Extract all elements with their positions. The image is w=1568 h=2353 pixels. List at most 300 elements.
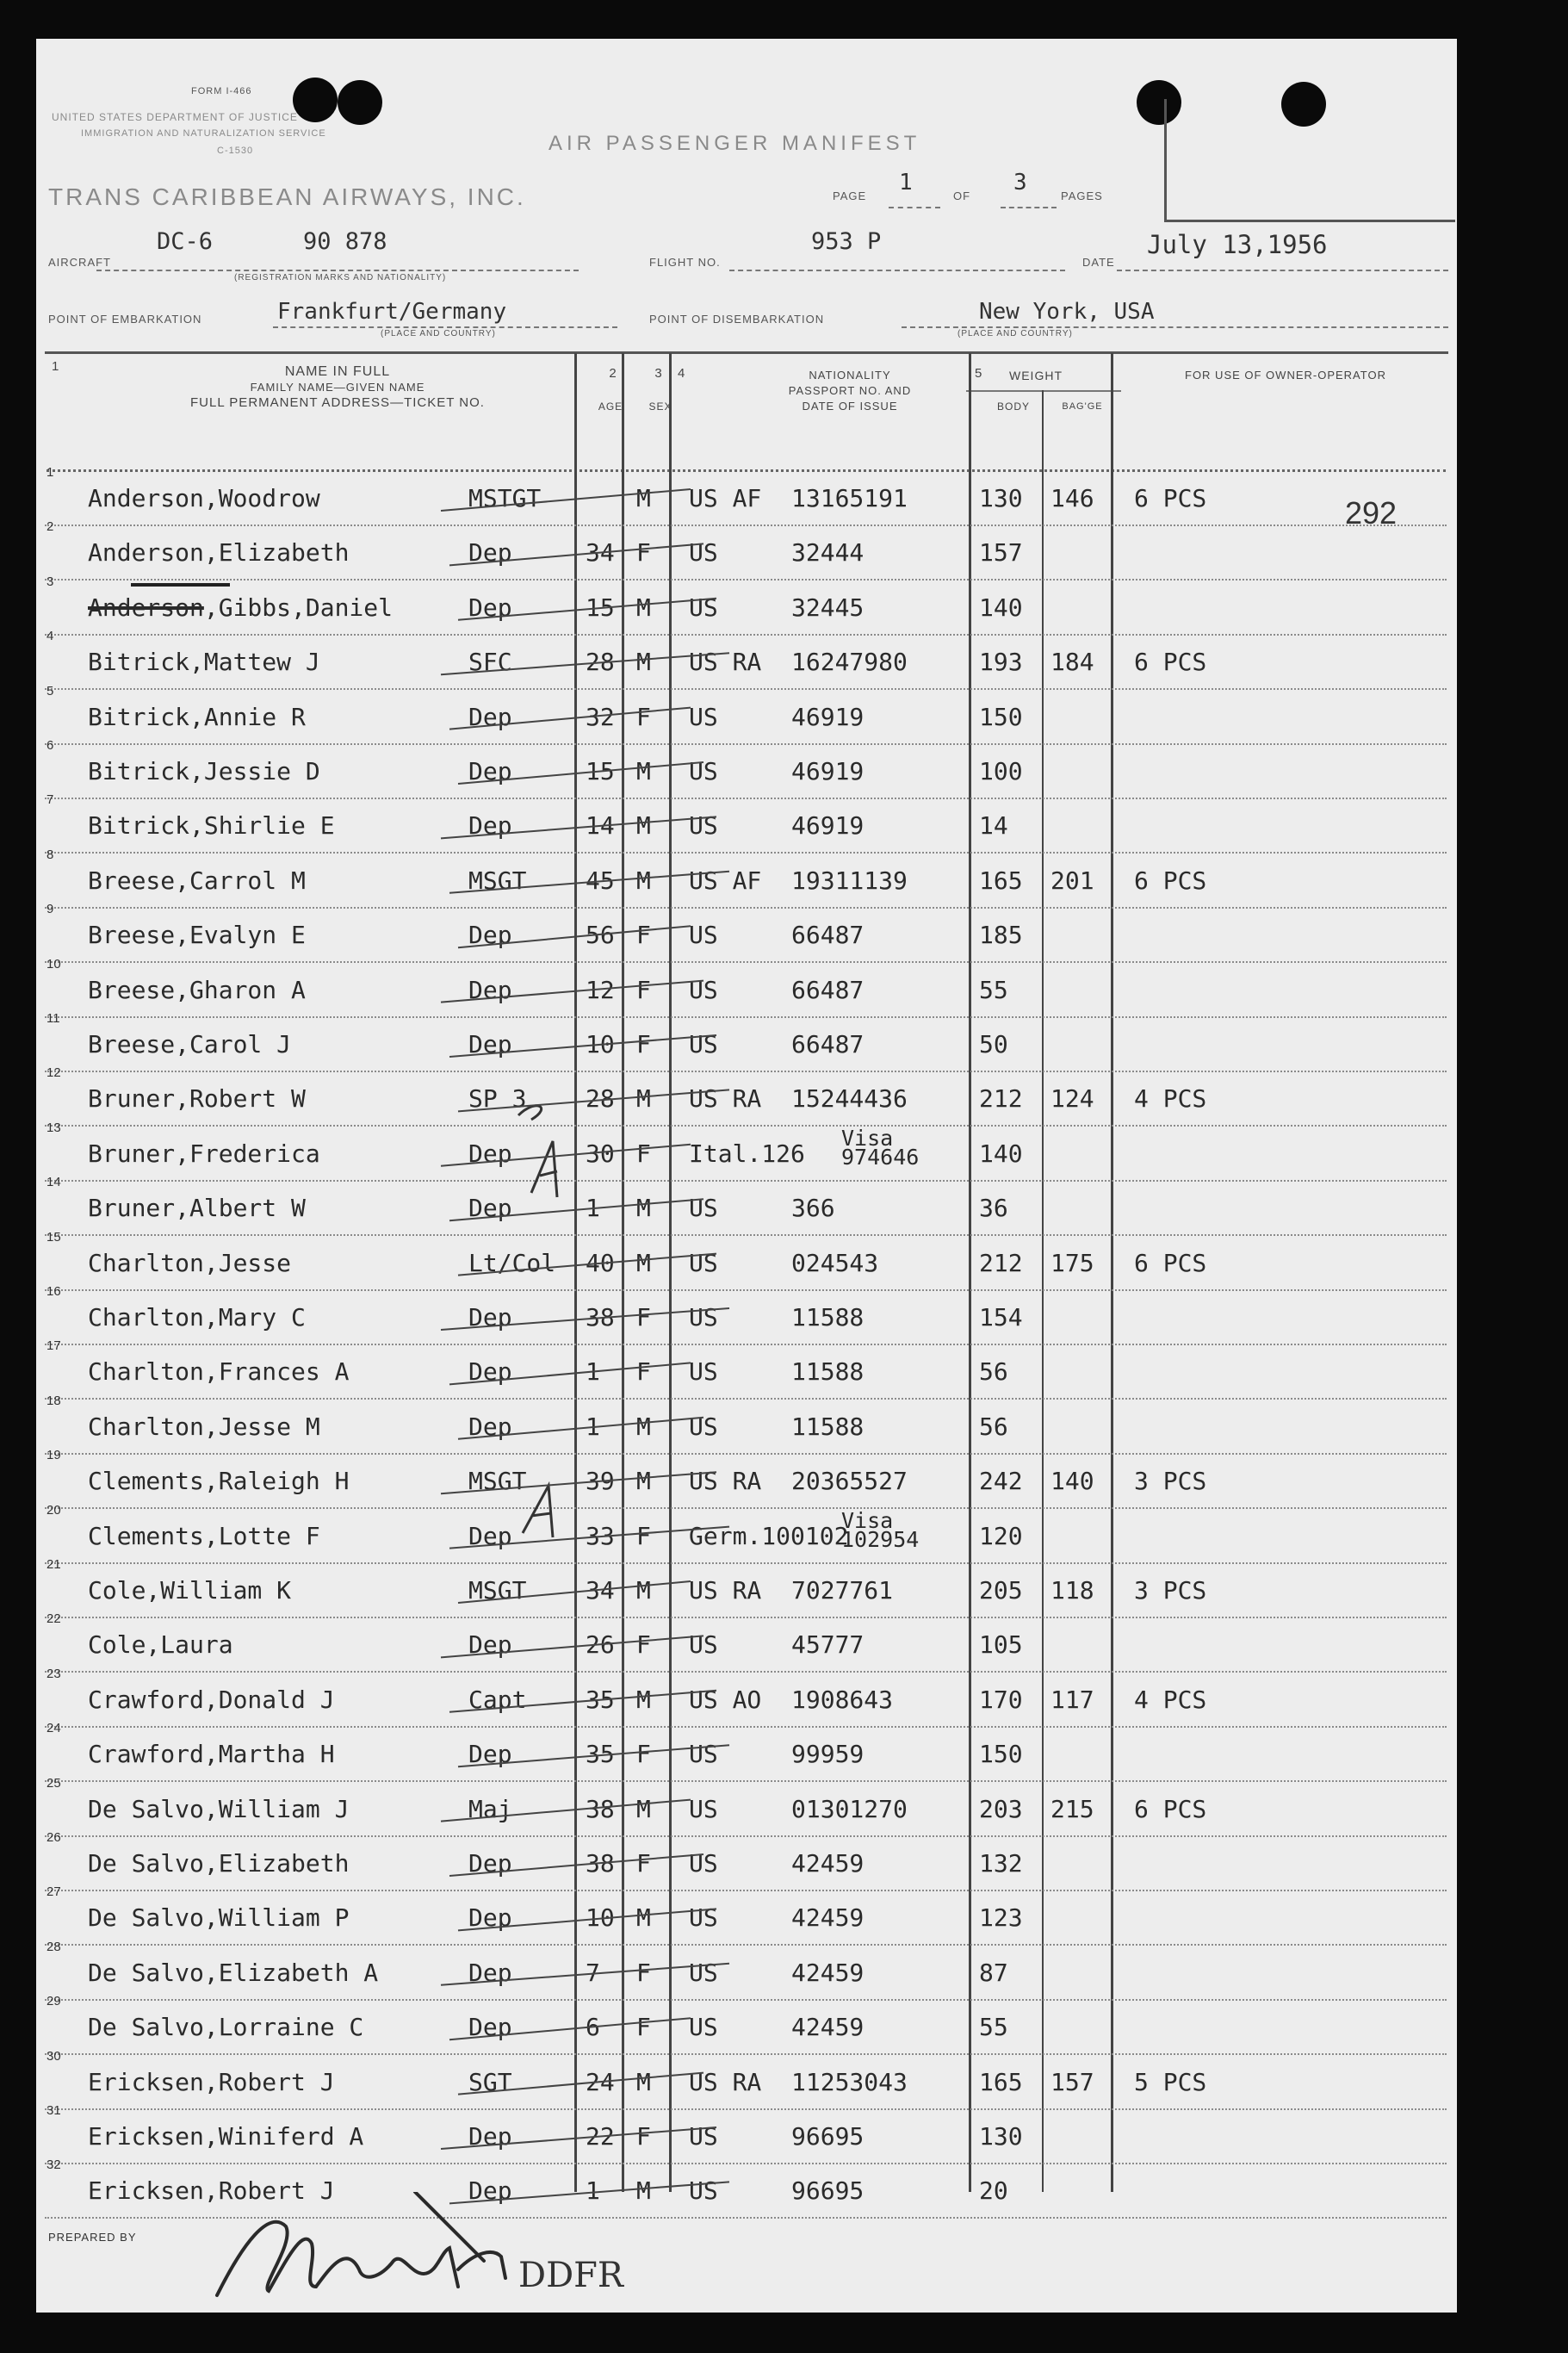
cell-sex: F bbox=[636, 1521, 651, 1550]
cell-rank: SFC bbox=[468, 648, 512, 677]
cell-name: Clements,Raleigh H bbox=[88, 1467, 350, 1496]
check-mark bbox=[458, 1254, 716, 1276]
check-mark bbox=[449, 2018, 691, 2039]
cell-passport: 32444 bbox=[791, 538, 865, 568]
cell-sex: M bbox=[636, 593, 651, 622]
cell-name: Cole,Laura bbox=[88, 1630, 233, 1660]
cell-nat: US AO bbox=[689, 1685, 762, 1714]
row-number: 27 bbox=[46, 1884, 61, 1900]
airline-name: TRANS CARIBBEAN AIRWAYS, INC. bbox=[48, 183, 526, 210]
cell-pcs: 3 PCS bbox=[1134, 1576, 1207, 1605]
cell-age: 38 bbox=[586, 1849, 615, 1878]
cell-age: 15 bbox=[586, 757, 615, 785]
row-number: 1 bbox=[46, 465, 54, 480]
cell-name: Ericksen,Robert J bbox=[88, 2176, 335, 2206]
cell-age: 10 bbox=[586, 1903, 615, 1933]
row-number: 7 bbox=[46, 792, 54, 808]
check-mark bbox=[449, 1527, 729, 1549]
check-mark bbox=[441, 489, 691, 511]
cell-body: 56 bbox=[979, 1357, 1008, 1387]
cell-passport: 024543 bbox=[791, 1248, 879, 1277]
hand-annotations bbox=[36, 39, 1457, 2313]
cell-pcs: 4 PCS bbox=[1134, 1685, 1207, 1714]
cell-nat: US bbox=[689, 1903, 718, 1933]
cell-passport: 66487 bbox=[791, 921, 865, 950]
page-total: 3 bbox=[1013, 170, 1027, 196]
cell-name: Anderson,Gibbs,Daniel bbox=[88, 593, 394, 622]
cell-sex: M bbox=[636, 1685, 651, 1714]
cell-body: 205 bbox=[979, 1576, 1023, 1605]
cell-pcs: 5 PCS bbox=[1134, 2067, 1207, 2096]
cell-name: Anderson,Elizabeth bbox=[88, 538, 350, 568]
col5-bags-header: BAG'GE bbox=[1062, 401, 1103, 412]
cell-nat: US AF bbox=[689, 866, 762, 895]
check-mark bbox=[441, 653, 729, 674]
of-label: OF bbox=[953, 189, 971, 202]
col2-number: 2 bbox=[609, 366, 617, 381]
cell-name: De Salvo,Elizabeth A bbox=[88, 1958, 379, 1987]
cell-body: 50 bbox=[979, 1030, 1008, 1059]
check-mark bbox=[449, 708, 691, 729]
cell-nat: US bbox=[689, 975, 718, 1004]
cell-nat: US bbox=[689, 593, 718, 622]
cell-name: Crawford,Donald J bbox=[88, 1685, 335, 1714]
check-mark bbox=[458, 1581, 691, 1603]
cell-bags: 201 bbox=[1050, 866, 1094, 895]
cell-passport: 42459 bbox=[791, 1903, 865, 1933]
cell-sex: M bbox=[636, 866, 651, 895]
cell-sex: M bbox=[636, 1084, 651, 1114]
cell-sex: M bbox=[636, 1903, 651, 1933]
cell-pcs: 6 PCS bbox=[1134, 1794, 1207, 1823]
cell-body: 55 bbox=[979, 975, 1008, 1004]
agency-line3: C-1530 bbox=[217, 146, 254, 156]
cell-passport: 45777 bbox=[791, 1630, 865, 1660]
cell-rank: Dep bbox=[468, 593, 512, 622]
cell-passport: 46919 bbox=[791, 757, 865, 785]
cell-name: Bitrick,Jessie D bbox=[88, 757, 320, 785]
cell-rank: Dep bbox=[468, 811, 512, 841]
form-number: FORM I-466 bbox=[191, 86, 252, 96]
cell-rank: MSGT bbox=[468, 866, 527, 895]
row-number: 13 bbox=[46, 1120, 61, 1135]
cell-body: 203 bbox=[979, 1794, 1023, 1823]
cell-body: 140 bbox=[979, 1139, 1023, 1168]
cell-nat: US bbox=[689, 1849, 718, 1878]
cell-body: 130 bbox=[979, 2122, 1023, 2151]
cell-pcs: 3 PCS bbox=[1134, 1467, 1207, 1496]
cell-age: 26 bbox=[586, 1630, 615, 1660]
row-number: 12 bbox=[46, 1065, 61, 1081]
cell-body: 165 bbox=[979, 2067, 1023, 2096]
cell-pcs: 6 PCS bbox=[1134, 866, 1207, 895]
cell-age: 24 bbox=[586, 2067, 615, 2096]
cell-bags: 215 bbox=[1050, 1794, 1094, 1823]
cell-sex: F bbox=[636, 975, 651, 1004]
cell-name: Bitrick,Shirlie E bbox=[88, 811, 335, 841]
cell-rank: Lt/Col bbox=[468, 1248, 556, 1277]
cell-age: 10 bbox=[586, 1030, 615, 1059]
row-number: 26 bbox=[46, 1830, 61, 1845]
cell-rank: Dep bbox=[468, 1030, 512, 1059]
registration-note: (REGISTRATION MARKS AND NATIONALITY) bbox=[234, 273, 447, 282]
cell-passport: 19311139 bbox=[791, 866, 908, 895]
row-number: 29 bbox=[46, 1994, 61, 2009]
cell-age: 30 bbox=[586, 1139, 615, 1168]
cell-nat: US bbox=[689, 702, 718, 731]
cell-passport: 1908643 bbox=[791, 1685, 894, 1714]
cell-name: De Salvo,Lorraine C bbox=[88, 2013, 364, 2042]
check-mark bbox=[449, 1199, 703, 1220]
cell-body: 123 bbox=[979, 1903, 1023, 1933]
cell-passport: 32445 bbox=[791, 593, 865, 622]
cell-passport: 46919 bbox=[791, 811, 865, 841]
cell-passport: 11588 bbox=[791, 1303, 865, 1332]
row-number: 18 bbox=[46, 1393, 61, 1408]
cell-sex: F bbox=[636, 1139, 651, 1168]
cell-rank: Dep bbox=[468, 1521, 512, 1550]
check-mark bbox=[458, 1090, 729, 1111]
row-number: 30 bbox=[46, 2048, 61, 2064]
row-number: 6 bbox=[46, 738, 54, 753]
cell-rank: MSTGT bbox=[468, 484, 542, 512]
cell-age: 40 bbox=[586, 1248, 615, 1277]
row-number: 24 bbox=[46, 1721, 61, 1736]
cell-sex: M bbox=[636, 2176, 651, 2206]
cell-rank: Dep bbox=[468, 1139, 512, 1168]
cell-name: Charlton,Mary C bbox=[88, 1303, 306, 1332]
cell-body: 105 bbox=[979, 1630, 1023, 1660]
cell-passport: 01301270 bbox=[791, 1794, 908, 1823]
cell-age: 34 bbox=[586, 1576, 615, 1605]
prepared-by-label: PREPARED BY bbox=[48, 2231, 137, 2244]
cell-bags: 124 bbox=[1050, 1084, 1094, 1114]
cell-name: Ericksen,Robert J bbox=[88, 2067, 335, 2096]
check-mark bbox=[441, 1964, 729, 1985]
check-mark bbox=[449, 1035, 716, 1057]
row-number: 20 bbox=[46, 1502, 61, 1518]
cell-name: De Salvo,William J bbox=[88, 1794, 350, 1823]
check-mark bbox=[458, 926, 691, 947]
row-number: 25 bbox=[46, 1775, 61, 1791]
cell-nat: US RA bbox=[689, 1576, 762, 1605]
cell-sex: M bbox=[636, 648, 651, 677]
cell-nat: US bbox=[689, 1248, 718, 1277]
cell-age: 33 bbox=[586, 1521, 615, 1550]
cell-nat: US RA bbox=[689, 2067, 762, 2096]
cell-body: 14 bbox=[979, 811, 1008, 841]
check-mark bbox=[458, 599, 716, 620]
cell-passport: 15244436 bbox=[791, 1084, 908, 1114]
cell-rank: Dep bbox=[468, 1903, 512, 1933]
cell-age: 32 bbox=[586, 702, 615, 731]
cell-passport: 11588 bbox=[791, 1357, 865, 1387]
cell-sex: M bbox=[636, 757, 651, 785]
cell-nat: US bbox=[689, 1794, 718, 1823]
cell-nat: US bbox=[689, 921, 718, 950]
cell-rank: Dep bbox=[468, 921, 512, 950]
cell-rank: Dep bbox=[468, 702, 512, 731]
check-mark bbox=[458, 762, 703, 784]
cell-nat: US bbox=[689, 811, 718, 841]
disembarkation-note: (PLACE AND COUNTRY) bbox=[958, 329, 1073, 338]
check-mark bbox=[449, 872, 729, 893]
cell-name: Crawford,Martha H bbox=[88, 1740, 335, 1769]
cell-sex: F bbox=[636, 702, 651, 731]
cell-body: 100 bbox=[979, 757, 1023, 785]
embarkation-note: (PLACE AND COUNTRY) bbox=[381, 329, 496, 338]
check-mark bbox=[441, 1145, 691, 1166]
check-mark bbox=[441, 981, 703, 1003]
cell-body: 132 bbox=[979, 1849, 1023, 1878]
cell-rank: Dep bbox=[468, 1412, 512, 1441]
check-mark bbox=[458, 1909, 716, 1930]
cell-nat: US bbox=[689, 757, 718, 785]
cell-rank: Capt bbox=[468, 1685, 527, 1714]
cell-nat: US bbox=[689, 1303, 718, 1332]
row-number: 9 bbox=[46, 902, 54, 917]
cell-body: 165 bbox=[979, 866, 1023, 895]
cell-sex: F bbox=[636, 1630, 651, 1660]
cell-sex: F bbox=[636, 538, 651, 568]
cell-body: 170 bbox=[979, 1685, 1023, 1714]
cell-rank: Dep bbox=[468, 1740, 512, 1769]
cell-rank: Dep bbox=[468, 2013, 512, 2042]
cell-passport: 16247980 bbox=[791, 648, 908, 677]
cell-passport: 96695 bbox=[791, 2176, 865, 2206]
manifest-title: AIR PASSENGER MANIFEST bbox=[548, 132, 921, 155]
cell-nat: US AF bbox=[689, 484, 762, 512]
cell-body: 55 bbox=[979, 2013, 1008, 2042]
cell-body: 140 bbox=[979, 593, 1023, 622]
cell-rank: Dep bbox=[468, 1630, 512, 1660]
cell-passport: 7027761 bbox=[791, 1576, 894, 1605]
col1-header: NAME IN FULL FAMILY NAME—GIVEN NAME FULL PERMANENT ADDRESS—TICKET NO. bbox=[190, 364, 485, 410]
row-number: 14 bbox=[46, 1175, 61, 1190]
check-mark bbox=[441, 1472, 716, 1493]
cell-passport: 42459 bbox=[791, 2013, 865, 2042]
cell-rank: Dep bbox=[468, 1849, 512, 1878]
cell-sex: M bbox=[636, 1248, 651, 1277]
check-mark bbox=[441, 2127, 716, 2149]
cell-pcs: 6 PCS bbox=[1134, 1248, 1207, 1277]
col3-header: SEX bbox=[648, 400, 672, 413]
flight-number: 953 P bbox=[811, 228, 882, 255]
row-number: 17 bbox=[46, 1338, 61, 1354]
cell-name: Ericksen,Winiferd A bbox=[88, 2122, 364, 2151]
agency-line2: IMMIGRATION AND NATURALIZATION SERVICE bbox=[81, 128, 326, 139]
cell-bags: 118 bbox=[1050, 1576, 1094, 1605]
cell-passport: 11588 bbox=[791, 1412, 865, 1441]
check-mark bbox=[458, 2073, 703, 2095]
cell-rank: Dep bbox=[468, 1357, 512, 1387]
agency-line1: UNITED STATES DEPARTMENT OF JUSTICE bbox=[52, 111, 298, 123]
cell-name: De Salvo,Elizabeth bbox=[88, 1849, 350, 1878]
cell-nat: US RA bbox=[689, 648, 762, 677]
margin-number: 292 bbox=[1345, 495, 1398, 531]
cell-rank: SP 3 bbox=[468, 1084, 527, 1114]
check-mark bbox=[458, 1745, 729, 1766]
col4-number: 4 bbox=[678, 366, 686, 381]
cell-rank: Dep bbox=[468, 1303, 512, 1332]
cell-nat: US bbox=[689, 1030, 718, 1059]
cell-body: 36 bbox=[979, 1194, 1008, 1223]
row-number: 15 bbox=[46, 1229, 61, 1245]
col5-header: WEIGHT bbox=[1009, 369, 1063, 382]
cell-age: 1 bbox=[586, 1194, 600, 1223]
cell-body: 150 bbox=[979, 1740, 1023, 1769]
cell-nat: US bbox=[689, 1740, 718, 1769]
cell-rank: MSGT bbox=[468, 1576, 527, 1605]
cell-body: 120 bbox=[979, 1521, 1023, 1550]
cell-sex: F bbox=[636, 2122, 651, 2151]
cell-sex: F bbox=[636, 1740, 651, 1769]
check-mark bbox=[441, 816, 716, 838]
cell-passport: 11253043 bbox=[791, 2067, 908, 2096]
row-number: 16 bbox=[46, 1284, 61, 1299]
manifest-sheet bbox=[36, 39, 1457, 2313]
cell-passport: 66487 bbox=[791, 975, 865, 1004]
check-mark bbox=[441, 1308, 729, 1330]
cell-age: 56 bbox=[586, 921, 615, 950]
col3-number: 3 bbox=[654, 366, 663, 381]
disembarkation-label: POINT OF DISEMBARKATION bbox=[649, 313, 825, 326]
aircraft-registration: 90 878 bbox=[303, 228, 387, 255]
cell-name: Cole,William K bbox=[88, 1576, 292, 1605]
cell-rank: Dep bbox=[468, 2176, 512, 2206]
cell-age: 14 bbox=[586, 811, 615, 841]
cell-name: Clements,Lotte F bbox=[88, 1521, 320, 1550]
cell-body: 185 bbox=[979, 921, 1023, 950]
flight-date: July 13,1956 bbox=[1147, 230, 1328, 259]
cell-sex: M bbox=[636, 2067, 651, 2096]
cell-sex: F bbox=[636, 1030, 651, 1059]
cell-age: 38 bbox=[586, 1303, 615, 1332]
cell-nat: US bbox=[689, 2013, 718, 2042]
check-mark bbox=[441, 1636, 703, 1657]
cell-body: 56 bbox=[979, 1412, 1008, 1441]
cell-nat: US RA bbox=[689, 1467, 762, 1496]
cell-nat: Ital.126 bbox=[689, 1139, 805, 1168]
cell-age: 35 bbox=[586, 1685, 615, 1714]
cell-age: 35 bbox=[586, 1740, 615, 1769]
cell-bags: 184 bbox=[1050, 648, 1094, 677]
cell-rank: MSGT bbox=[468, 1467, 527, 1496]
cell-rank: Dep bbox=[468, 538, 512, 568]
cell-passport: 13165191 bbox=[791, 484, 908, 512]
cell-nat: US bbox=[689, 1412, 718, 1441]
cell-body: 193 bbox=[979, 648, 1023, 677]
cell-name: Bruner,Frederica bbox=[88, 1139, 320, 1168]
row-number: 31 bbox=[46, 2103, 61, 2118]
cell-passport: 42459 bbox=[791, 1958, 865, 1987]
cell-sex: F bbox=[636, 921, 651, 950]
cell-nat: US bbox=[689, 2176, 718, 2206]
cell-sex: F bbox=[636, 1303, 651, 1332]
cell-name: Breese,Gharon A bbox=[88, 975, 306, 1004]
cell-body: 212 bbox=[979, 1084, 1023, 1114]
cell-bags: 140 bbox=[1050, 1467, 1094, 1496]
cell-age: 34 bbox=[586, 538, 615, 568]
cell-body: 242 bbox=[979, 1467, 1023, 1496]
cell-age: 1 bbox=[586, 1412, 600, 1441]
cell-rank: Dep bbox=[468, 975, 512, 1004]
cell-age: 28 bbox=[586, 648, 615, 677]
cell-name: Bitrick,Annie R bbox=[88, 702, 306, 731]
page-label: PAGE bbox=[833, 189, 867, 202]
cell-pcs: 4 PCS bbox=[1134, 1084, 1207, 1114]
col6-header: FOR USE OF OWNER-OPERATOR bbox=[1185, 369, 1386, 382]
cell-sex: M bbox=[636, 811, 651, 841]
cell-age: 28 bbox=[586, 1084, 615, 1114]
cell-nat: US bbox=[689, 1630, 718, 1660]
cell-nat: US bbox=[689, 1194, 718, 1223]
check-mark bbox=[449, 1691, 716, 1712]
cell-sex: M bbox=[636, 1194, 651, 1223]
page-number: 1 bbox=[899, 170, 913, 196]
check-mark bbox=[449, 2182, 729, 2203]
cell-name: Breese,Evalyn E bbox=[88, 921, 306, 950]
check-mark bbox=[458, 1418, 703, 1439]
cell-age: 38 bbox=[586, 1794, 615, 1823]
cell-passport: 42459 bbox=[791, 1849, 865, 1878]
check-mark bbox=[449, 543, 703, 565]
check-mark bbox=[449, 1363, 691, 1384]
cell-rank: Dep bbox=[468, 2122, 512, 2151]
flight-label: FLIGHT NO. bbox=[649, 256, 721, 269]
cell-bags: 146 bbox=[1050, 484, 1094, 512]
aircraft-type: DC-6 bbox=[157, 228, 214, 255]
cell-body: 87 bbox=[979, 1958, 1008, 1987]
cell-passport: Visa 974646 bbox=[841, 1125, 920, 1170]
cell-rank: Dep bbox=[468, 757, 512, 785]
embarkation-place: Frankfurt/Germany bbox=[277, 299, 507, 325]
cell-body: 157 bbox=[979, 538, 1023, 568]
cell-body: 212 bbox=[979, 1248, 1023, 1277]
cell-passport: 96695 bbox=[791, 2122, 865, 2151]
pages-label: PAGES bbox=[1061, 189, 1103, 202]
cell-sex: M bbox=[636, 1794, 651, 1823]
row-number: 5 bbox=[46, 683, 54, 698]
cell-passport: 20365527 bbox=[791, 1467, 908, 1496]
cell-passport: 46919 bbox=[791, 702, 865, 731]
cell-nat: Germ.100102 bbox=[689, 1521, 849, 1550]
row-number: 22 bbox=[46, 1611, 61, 1627]
check-mark bbox=[449, 1854, 703, 1876]
cell-sex: M bbox=[636, 1576, 651, 1605]
row-number: 32 bbox=[46, 2157, 61, 2173]
row-number: 3 bbox=[46, 574, 54, 589]
cell-nat: US RA bbox=[689, 1084, 762, 1114]
cell-body: 150 bbox=[979, 702, 1023, 731]
row-number: 19 bbox=[46, 1448, 61, 1463]
col5-number: 5 bbox=[975, 366, 983, 381]
cell-body: 130 bbox=[979, 484, 1023, 512]
cell-name: Charlton,Jesse M bbox=[88, 1412, 320, 1441]
cell-name: Bruner,Albert W bbox=[88, 1194, 306, 1223]
row-number: 11 bbox=[46, 1011, 60, 1026]
cell-name: Anderson,Woodrow bbox=[88, 484, 320, 512]
cell-age: 45 bbox=[586, 866, 615, 895]
cell-age: 39 bbox=[586, 1467, 615, 1496]
cell-body: 154 bbox=[979, 1303, 1023, 1332]
cell-sex: M bbox=[636, 1412, 651, 1441]
row-number: 4 bbox=[46, 629, 54, 644]
cell-age: 6 bbox=[586, 2013, 600, 2042]
cell-nat: US bbox=[689, 2122, 718, 2151]
col4-header: NATIONALITY PASSPORT NO. AND DATE OF ISSUE bbox=[788, 369, 912, 413]
cell-sex: F bbox=[636, 1357, 651, 1387]
